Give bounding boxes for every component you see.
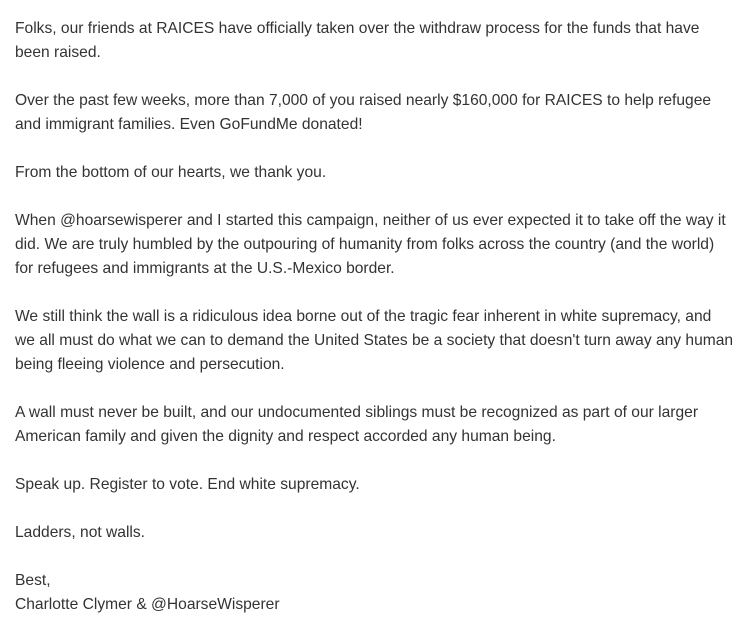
paragraph-campaign-origin — [15, 209, 737, 281]
signoff — [15, 569, 737, 617]
text-line: When @hoarsewisperer and I started this campaign, neither of us ever expected it to take off the way it — [15, 212, 726, 229]
text-line: American family and given the dignity and respect accorded any human being. — [15, 428, 556, 445]
text-line: From the bottom of our hearts, we thank you. — [15, 164, 327, 181]
paragraph-wall-opinion — [15, 305, 737, 377]
text-line: Folks, our friends at RAICES have officially taken over the withdraw process for the funds that have — [15, 20, 700, 37]
paragraph-funds-raised — [15, 89, 737, 137]
text-line: been raised. — [15, 44, 101, 61]
text-line: Over the past few weeks, more than 7,000 of you raised nearly $160,000 for RAICES to help refugee — [15, 92, 712, 109]
paragraph-withdraw-process — [15, 17, 737, 65]
text-line: and immigrant families. Even GoFundMe donated! — [15, 116, 363, 133]
signoff-closing: Best, — [15, 572, 51, 589]
text-line: being fleeing violence and persecution. — [15, 356, 285, 373]
paragraph-thank-you — [15, 161, 737, 185]
paragraph-call-to-action — [15, 473, 737, 497]
text-line: Speak up. Register to vote. End white supremacy. — [15, 476, 360, 493]
text-line: did. We are truly humbled by the outpouring of humanity from folks across the country (and the world) — [15, 236, 715, 253]
text-line: We still think the wall is a ridiculous idea borne out of the tragic fear inherent in white supremacy, and — [15, 308, 712, 325]
text-line: we all must do what we can to demand the United States be a society that doesn't turn away any human — [15, 332, 734, 349]
text-line: for refugees and immigrants at the U.S.-Mexico border. — [15, 260, 395, 277]
signoff-signature: Charlotte Clymer & @HoarseWisperer — [15, 596, 280, 613]
paragraph-undocumented-siblings — [15, 401, 737, 449]
text-line: Ladders, not walls. — [15, 524, 146, 541]
text-line: A wall must never be built, and our undocumented siblings must be recognized as part of our larger — [15, 404, 699, 421]
paragraph-slogan — [15, 521, 737, 545]
